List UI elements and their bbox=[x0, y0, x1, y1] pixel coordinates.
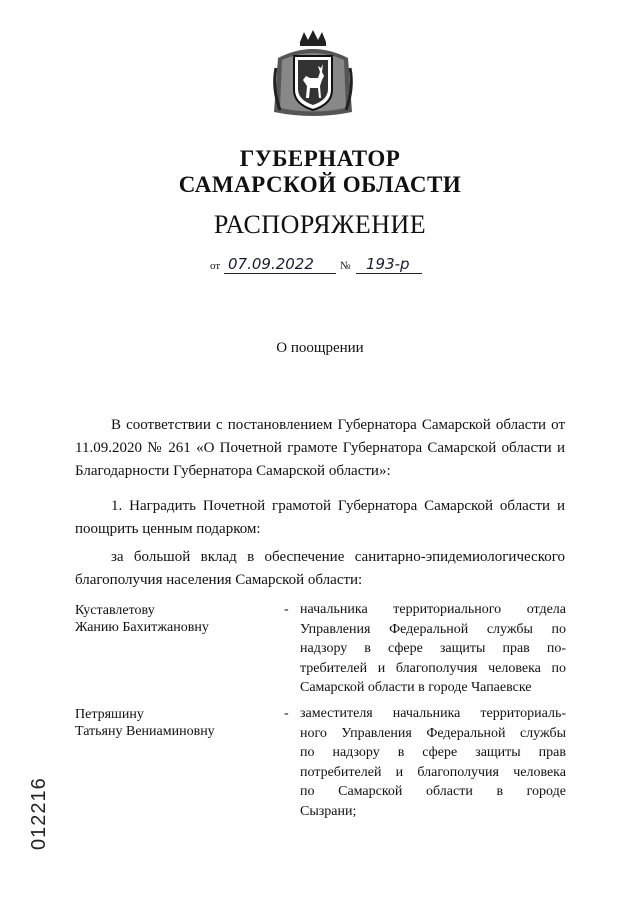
intro-paragraph: В соответствии с постановлением Губернатора Самарской области от 11.09.2020 № 261 «О Почетной грамоте Губернатора Самарской области и Благодарности Губернатора Самарской области»: bbox=[75, 417, 565, 479]
position-line: Управления Федеральной службы по bbox=[300, 621, 566, 637]
document-type: РАСПОРЯЖЕНИЕ bbox=[213, 210, 427, 239]
position-line: заместителя начальника территориаль- bbox=[300, 706, 566, 721]
date-number-line bbox=[210, 254, 440, 276]
item-1-paragraph: 1. Наградить Почетной грамотой Губернатора Самарской области и поощрить ценным подарком: bbox=[75, 498, 565, 537]
awardee-given-names: Жанию Бахитжановну bbox=[75, 620, 209, 635]
position-line: начальника территориального отдела bbox=[300, 602, 566, 617]
awardee-dash: - bbox=[284, 602, 289, 617]
awardee-given-names: Татьяну Вениаминовну bbox=[75, 724, 215, 739]
coat-of-arms-icon bbox=[270, 28, 356, 120]
position-line: надзору в сфере защиты прав по- bbox=[300, 641, 566, 656]
awardee-position bbox=[300, 600, 566, 698]
position-line: потребителей и благополучия человека bbox=[300, 764, 566, 780]
position-line: по Самарской области в городе bbox=[300, 784, 566, 799]
awardee-surname: Петряшину bbox=[75, 707, 144, 722]
awardee-position bbox=[300, 704, 566, 821]
position-line: по надзору в сфере защиты прав bbox=[300, 745, 566, 760]
number-prefix: № bbox=[340, 260, 351, 272]
reason-paragraph: за большой вклад в обеспечение санитарно-эпидемиологического благополучия населения Самарской области: bbox=[75, 549, 565, 588]
document-number: 193-р bbox=[366, 255, 410, 273]
document-date: 07.09.2022 bbox=[228, 255, 314, 273]
form-serial-number: 012216 bbox=[28, 777, 50, 850]
awardee-name bbox=[75, 706, 275, 740]
date-prefix: от bbox=[210, 260, 221, 272]
awardee-surname: Куставлетову bbox=[75, 603, 155, 618]
awardee-dash: - bbox=[284, 706, 289, 721]
position-line: ного Управления Федеральной службы bbox=[300, 725, 566, 741]
awardee-name bbox=[75, 602, 275, 636]
number-underline bbox=[356, 273, 422, 274]
position-line: требителей и благополучия человека по bbox=[300, 660, 566, 676]
position-line: Самарской области в городе Чапаевске bbox=[300, 680, 532, 695]
issuer-title-line2: САМАРСКОЙ ОБЛАСТИ bbox=[178, 172, 462, 197]
issuer-title-line1: ГУБЕРНАТОР bbox=[239, 146, 401, 171]
document-subject: О поощрении bbox=[276, 340, 364, 356]
date-underline bbox=[224, 273, 336, 274]
position-line: Сызрани; bbox=[300, 803, 357, 819]
